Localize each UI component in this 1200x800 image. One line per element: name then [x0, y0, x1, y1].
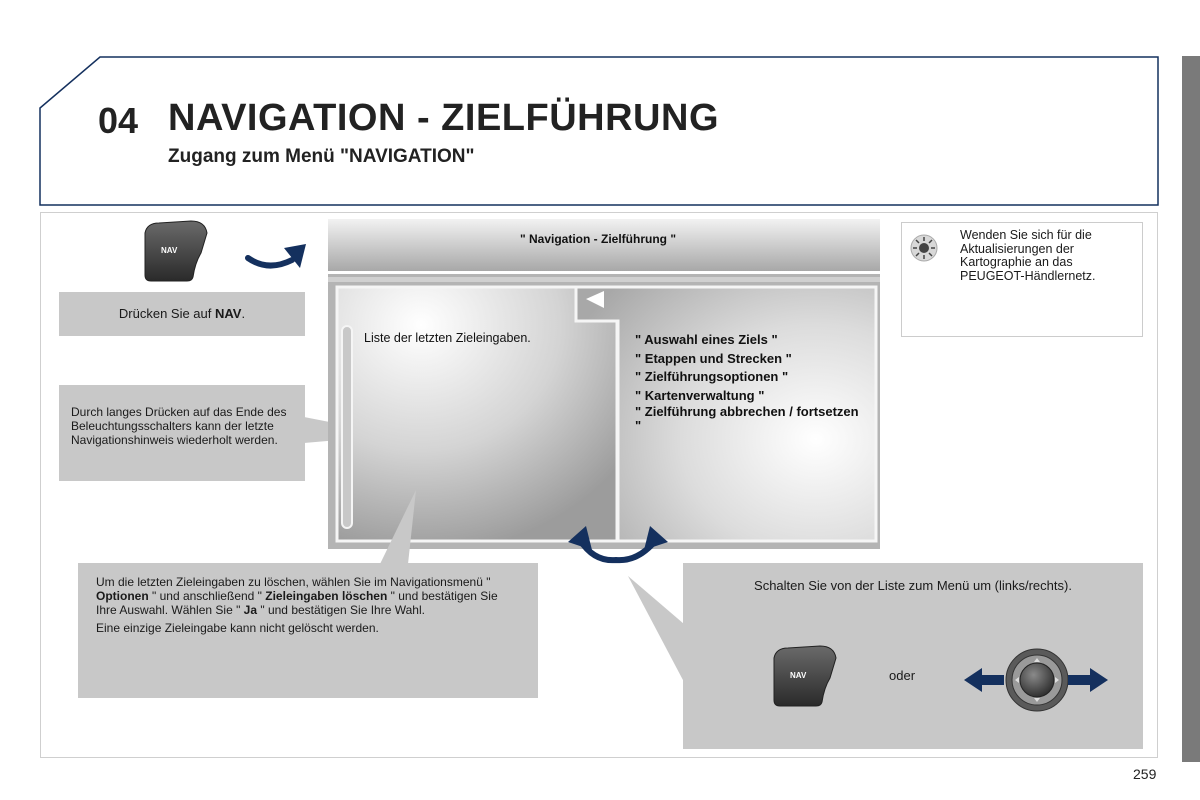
- page-number: 259: [1133, 766, 1157, 782]
- delete-instructions: [96, 575, 520, 617]
- tip-box: [901, 222, 1143, 337]
- long-press-text: Durch langes Drücken auf das Ende des Beleuchtungsschalters kann der letzte Navigationshinweis wiederholt werden.: [71, 405, 287, 447]
- press-nav-label: NAV: [215, 306, 242, 321]
- side-tab: [1182, 56, 1200, 762]
- lightbulb-icon: [909, 233, 939, 263]
- press-prefix: Drücken Sie auf: [118, 306, 215, 321]
- delete-text-a: Um die letzten Zieleingaben zu löschen, wählen Sie im Navigationsmenü ": [96, 575, 491, 589]
- or-label: oder: [889, 668, 916, 683]
- switch-list-menu-note: [683, 563, 1143, 749]
- press-nav-instruction: [59, 292, 305, 336]
- delete-note-single: Eine einzige Zieleingabe kann nicht gelöscht werden.: [96, 621, 379, 635]
- tip-text: Wenden Sie sich für die Aktualisierungen der Kartographie an das PEUGEOT-Händlernetz.: [960, 228, 1096, 283]
- menu-item-select-destination[interactable]: " Auswahl eines Ziels ": [635, 332, 778, 347]
- delete-text-options: Optionen: [96, 589, 149, 603]
- nav-button-label: NAV: [161, 246, 178, 255]
- delete-text-delete-entries: Zieleingaben löschen: [265, 589, 388, 603]
- delete-text-yes: Ja: [243, 603, 258, 617]
- switch-arrows-icon: [566, 520, 670, 566]
- page-subtitle: Zugang zum Menü "NAVIGATION": [168, 146, 475, 167]
- chapter-number: 04: [98, 100, 139, 141]
- switch-pointer: [626, 574, 686, 686]
- menu-item-stop-resume[interactable]: " Zielführung abbrechen / fortsetzen ": [635, 404, 859, 433]
- last-destinations-label: Liste der letzten Zieleingaben.: [364, 331, 531, 345]
- delete-text-c: " und anschließend ": [148, 589, 266, 603]
- delete-text-e: " und bestätigen Sie Ihre Auswahl. Wählen Sie ": [96, 589, 498, 617]
- nav-button-label-2: NAV: [790, 671, 807, 680]
- nav-button-icon: [143, 219, 209, 283]
- delete-destinations-note: [78, 563, 538, 698]
- long-press-note: [59, 385, 305, 481]
- joystick-left-right-icon: [964, 648, 1110, 714]
- press-suffix: .: [241, 306, 246, 321]
- menu-item-stages-routes[interactable]: " Etappen und Strecken ": [635, 350, 792, 366]
- menu-item-guidance-options[interactable]: " Zielführungsoptionen ": [635, 369, 789, 384]
- menu-item-map-management[interactable]: " Kartenverwaltung ": [635, 387, 765, 403]
- screen-title: " Navigation - Zielführung ": [519, 232, 677, 246]
- delete-pointer: [360, 488, 420, 568]
- switch-text: Schalten Sie von der Liste zum Menü um (links/rechts).: [754, 578, 1072, 593]
- curved-arrow-icon: [244, 238, 310, 278]
- nav-menu: [635, 331, 865, 433]
- delete-text-g: " und bestätigen Sie Ihre Wahl.: [257, 603, 425, 617]
- page-title: NAVIGATION - ZIELFÜHRUNG: [168, 97, 719, 139]
- nav-button-icon: [772, 644, 838, 708]
